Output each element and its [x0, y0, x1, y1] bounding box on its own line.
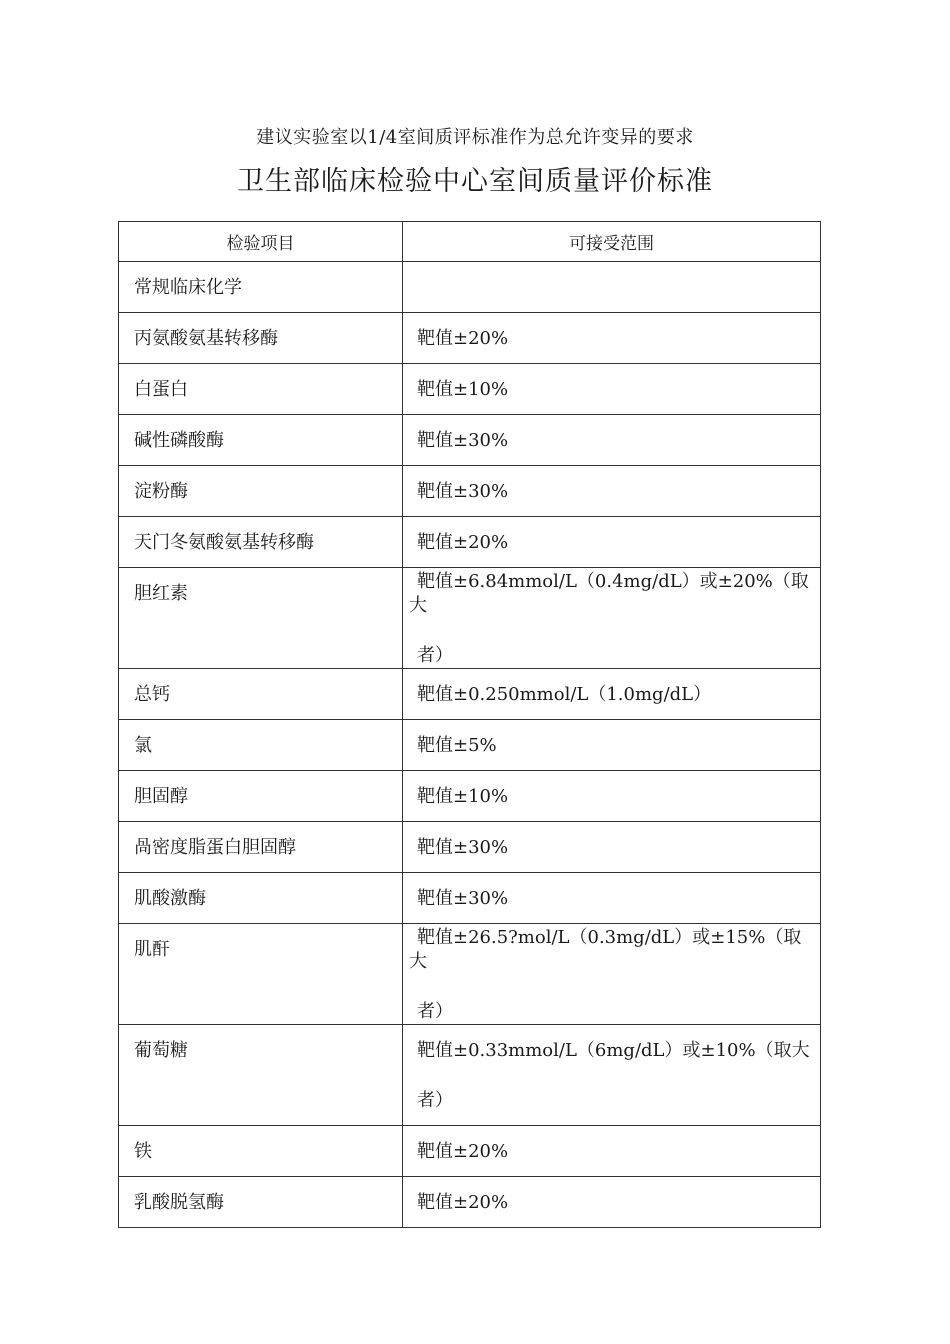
range-line: 者） [417, 1001, 453, 1022]
acceptable-range: 靶值±10% [417, 379, 509, 400]
page-title: 卫生部临床检验中心室间质量评价标准 [237, 166, 713, 197]
item-name: 咼密度脂蛋白胆固醇 [134, 837, 296, 858]
table-row [119, 1177, 821, 1228]
table-row [119, 822, 821, 873]
acceptable-range [403, 568, 820, 668]
table-row [119, 873, 821, 924]
table-row [119, 415, 821, 466]
acceptable-range: 靶值±10% [417, 786, 509, 807]
quality-standard-table [118, 221, 821, 1228]
acceptable-range: 靶值±30% [417, 888, 509, 909]
item-name: 葡萄糖 [134, 1040, 188, 1061]
item-name: 胆固醇 [134, 786, 188, 807]
table-row [119, 364, 821, 415]
range-line: 大 [409, 595, 427, 616]
item-name: 天门冬氨酸氨基转移酶 [134, 532, 314, 553]
range-line: 靶值±6.84mmol/L（0.4mg/dL）或±20%（取 [417, 571, 809, 592]
table-row [119, 517, 821, 568]
item-name: 常规临床化学 [134, 277, 242, 298]
acceptable-range: 靶值±5% [417, 735, 497, 756]
column-header-item: 检验项目 [119, 222, 403, 262]
table-row [119, 771, 821, 822]
acceptable-range: 靶值±20% [417, 532, 509, 553]
acceptable-range: 靶值±30% [417, 837, 509, 858]
acceptable-range [403, 924, 820, 1024]
item-name: 白蛋白 [134, 379, 188, 400]
item-name: 肌酐 [134, 939, 170, 960]
range-line: 靶值±0.33mmol/L（6mg/dL）或±10%（取大 [417, 1040, 810, 1061]
acceptable-range [403, 1025, 820, 1113]
item-name: 氯 [134, 735, 152, 756]
item-name: 总钙 [134, 684, 170, 705]
acceptable-range: 靶值±30% [417, 481, 509, 502]
item-name: 肌酸激酶 [134, 888, 206, 909]
table-row [119, 669, 821, 720]
acceptable-range: 靶值±20% [417, 1141, 509, 1162]
table-row [119, 1025, 821, 1126]
acceptable-range: 靶值±20% [417, 328, 509, 349]
range-line: 靶值±26.5?mol/L（0.3mg/dL）或±15%（取 [417, 927, 802, 948]
range-line: 者） [417, 645, 453, 666]
item-name: 乳酸脱氢酶 [134, 1192, 224, 1213]
range-line: 者） [417, 1090, 453, 1111]
table-row [119, 262, 821, 313]
requirement-note: 建议实验室以1/4室间质评标准作为总允许变异的要求 [256, 127, 694, 148]
acceptable-range: 靶值±0.250mmol/L（1.0mg/dL） [417, 684, 712, 705]
table-header-row [119, 222, 821, 262]
item-name: 铁 [134, 1141, 152, 1162]
acceptable-range: 靶值±20% [417, 1192, 509, 1213]
item-name: 碱性磷酸酶 [134, 430, 224, 451]
table-row [119, 720, 821, 771]
item-name: 胆红素 [134, 583, 188, 604]
item-name: 丙氨酸氨基转移酶 [134, 328, 278, 349]
range-line: 大 [409, 951, 427, 972]
column-header-range: 可接受范围 [403, 222, 821, 262]
acceptable-range [403, 262, 820, 276]
table-row [119, 466, 821, 517]
table-row [119, 1126, 821, 1177]
table-row [119, 313, 821, 364]
table-row [119, 924, 821, 1025]
item-name: 淀粉酶 [134, 481, 188, 502]
acceptable-range: 靶值±30% [417, 430, 509, 451]
table-row [119, 568, 821, 669]
